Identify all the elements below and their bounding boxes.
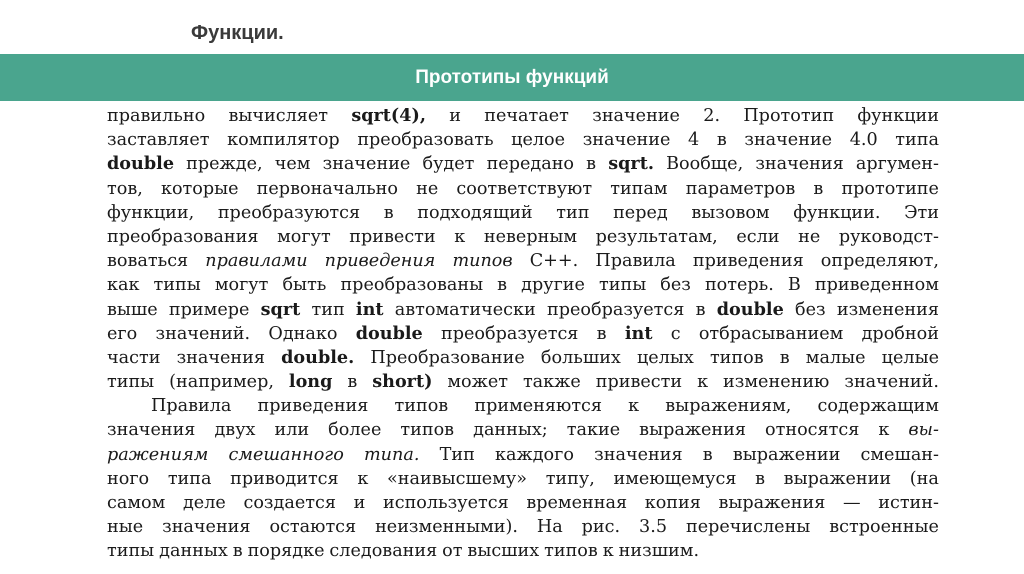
word: если	[736, 226, 780, 247]
word: выражения	[639, 420, 746, 441]
word: чем	[274, 154, 311, 175]
word: sqrt.	[608, 153, 654, 175]
word: тип	[556, 202, 590, 223]
word: типам	[610, 178, 668, 199]
text-line	[107, 104, 939, 128]
word: к	[357, 468, 369, 489]
word: функции,	[107, 202, 195, 223]
word: или	[274, 420, 310, 441]
word: с	[670, 323, 681, 344]
word: На	[536, 517, 563, 538]
word: выражении	[783, 468, 892, 489]
word: short)	[372, 371, 433, 393]
word: Правила	[151, 396, 232, 417]
word: типы	[107, 372, 155, 393]
word: высших	[467, 541, 540, 562]
word: приведения	[257, 396, 369, 417]
word: Преобразование	[370, 347, 525, 368]
word: и	[353, 493, 366, 513]
word: аргумен-	[855, 154, 939, 175]
text-line	[107, 249, 939, 273]
text-line	[107, 443, 939, 467]
word: правилами	[205, 251, 308, 272]
word: типов	[400, 420, 455, 441]
word: результатам,	[595, 226, 718, 247]
word: к	[454, 226, 466, 247]
word: типы	[153, 275, 201, 296]
word: не	[416, 178, 439, 199]
word: к	[602, 541, 614, 562]
body-text	[107, 104, 939, 564]
word: приведения	[692, 251, 804, 272]
word: C++.	[529, 251, 579, 272]
word: передано	[486, 154, 575, 175]
word: истин-	[878, 493, 939, 513]
word: В	[787, 275, 801, 296]
word: относятся	[765, 420, 860, 441]
word: прототипе	[841, 178, 939, 199]
word: преобразовать	[357, 130, 494, 151]
word: изменению	[723, 372, 830, 393]
word: к	[878, 420, 890, 441]
word: значения	[107, 420, 196, 441]
word: руководст-	[838, 226, 939, 247]
word: 4.0	[849, 130, 878, 151]
word: применяются	[474, 396, 602, 417]
text-line	[107, 418, 939, 442]
word: и	[449, 106, 461, 126]
word: преобразования	[107, 226, 259, 247]
word: (на	[909, 468, 939, 489]
text-line	[107, 298, 939, 322]
word: данных;	[473, 420, 548, 441]
word: тов,	[107, 178, 143, 199]
word: выражении	[732, 444, 841, 465]
word: также	[522, 372, 581, 393]
word: к	[628, 396, 640, 417]
word: которые	[160, 178, 239, 199]
word: двух	[214, 420, 256, 441]
word: выражения	[718, 493, 826, 513]
word: может	[447, 372, 508, 393]
word: sqrt	[260, 298, 301, 320]
word: sqrt(4),	[351, 105, 426, 126]
word: без	[795, 299, 826, 320]
text-line	[107, 322, 939, 346]
text-line	[107, 201, 939, 225]
word: в	[383, 202, 394, 223]
word: дробной	[861, 323, 939, 344]
word: 4	[688, 130, 700, 151]
word: значения	[162, 517, 251, 538]
word: создается	[243, 493, 336, 513]
word: преобразуются	[217, 202, 361, 223]
word: перед	[613, 202, 668, 223]
text-line	[107, 491, 939, 515]
word: более	[328, 420, 382, 441]
word: примере	[168, 299, 250, 320]
word: части	[107, 347, 161, 368]
word: ного	[107, 468, 150, 489]
word: 2.	[703, 106, 721, 126]
word: первоначально	[256, 178, 398, 199]
word: 3.5	[639, 517, 668, 538]
title-bar	[0, 54, 1024, 101]
word: типов	[544, 541, 598, 562]
word: привести	[349, 226, 436, 247]
word: печатает	[484, 106, 569, 126]
word: функции.	[793, 202, 881, 223]
word: double.	[281, 346, 355, 368]
word: будет	[422, 154, 475, 175]
word: типу,	[545, 468, 595, 489]
word: типы	[599, 275, 647, 296]
word: значения	[755, 154, 844, 175]
word: компилятор	[227, 130, 340, 151]
word: в	[702, 444, 713, 465]
word: в	[596, 323, 607, 344]
word: порядке	[247, 541, 325, 562]
word: соответствуют	[456, 178, 593, 199]
word: малые	[805, 347, 866, 368]
word: типов	[452, 251, 513, 272]
text-line	[107, 225, 939, 249]
word: неверным	[483, 226, 578, 247]
word: double	[355, 322, 423, 344]
word: его	[107, 323, 138, 344]
word: правильно	[107, 106, 206, 126]
word: типа	[895, 130, 939, 151]
word: к	[697, 372, 709, 393]
word: типы	[107, 541, 155, 562]
word: без	[660, 275, 691, 296]
word: целые	[881, 347, 939, 368]
word: тип	[311, 299, 345, 320]
word: вы-	[908, 420, 939, 441]
text-line	[107, 539, 939, 563]
text-line	[107, 467, 939, 491]
word: содержащим	[817, 396, 939, 417]
word: значение	[322, 154, 411, 175]
word: рис.	[581, 517, 621, 538]
word: изменения	[836, 299, 939, 320]
word: значение	[744, 130, 833, 151]
word: перечислены	[685, 517, 811, 538]
word: каждого	[495, 444, 574, 465]
word: значение	[592, 106, 680, 126]
word: значения	[176, 347, 265, 368]
word: в	[755, 468, 765, 489]
word: привести	[595, 372, 683, 393]
word: вызовом	[691, 202, 770, 223]
word: целое	[511, 130, 566, 151]
word: Вообще,	[666, 154, 744, 175]
word: —	[842, 493, 861, 513]
section-title: Прототипы функций	[415, 66, 609, 88]
slide-title: Функции.	[191, 22, 284, 44]
text-line	[107, 177, 939, 201]
word: определяют,	[820, 251, 939, 272]
word: в	[779, 347, 790, 368]
word: приведения	[324, 251, 436, 272]
word: такие	[566, 420, 621, 441]
word: ные	[107, 517, 144, 538]
word: в	[813, 178, 824, 199]
word: значений.	[844, 372, 939, 393]
word: «наивысшему»	[386, 468, 528, 489]
word: значение	[582, 130, 671, 151]
word: неизменными).	[375, 517, 518, 538]
word: значений.	[155, 323, 251, 344]
word: Тип	[439, 444, 475, 465]
word: могут	[277, 226, 331, 247]
word: в	[586, 154, 597, 175]
word: заставляет	[107, 130, 210, 151]
word: Правила	[595, 251, 676, 272]
text-line	[107, 394, 939, 418]
word: в	[695, 299, 706, 320]
word: быть	[282, 275, 327, 296]
word: в	[497, 275, 508, 296]
word: прежде,	[186, 154, 263, 175]
word: целых	[636, 347, 694, 368]
word: типа.	[364, 444, 420, 465]
word: в	[232, 541, 243, 562]
word: Прототип	[743, 106, 835, 126]
word: остаются	[269, 517, 357, 538]
word: вычисляет	[228, 106, 329, 126]
text-line	[107, 370, 939, 394]
word: типов	[394, 396, 449, 417]
word: как	[107, 275, 140, 296]
word: временная	[526, 493, 628, 513]
word: int	[355, 298, 384, 320]
word: значения	[594, 444, 683, 465]
word: автоматически	[394, 299, 536, 320]
word: в	[347, 372, 358, 393]
word: самом	[107, 493, 166, 513]
word: данных	[159, 541, 228, 562]
word: следования	[329, 541, 438, 562]
word: (например,	[169, 372, 274, 393]
word: long	[288, 371, 333, 393]
word: double	[107, 153, 175, 175]
word: используется	[382, 493, 509, 513]
word: не	[798, 226, 821, 247]
word: больших	[540, 347, 621, 368]
word: имеющемуся	[613, 468, 737, 489]
word: отбрасыванием	[698, 323, 844, 344]
word: типов	[709, 347, 764, 368]
word: функции	[857, 106, 939, 126]
word: выше	[107, 299, 158, 320]
word: Однако	[268, 323, 338, 344]
word: приводится	[230, 468, 339, 489]
word: копия	[644, 493, 701, 513]
word: низшим.	[618, 541, 700, 562]
word: преобразованы	[340, 275, 484, 296]
word: преобразуется	[441, 323, 579, 344]
word: другие	[521, 275, 585, 296]
word: смешан-	[860, 444, 939, 465]
text-line	[107, 346, 939, 370]
word: Эти	[904, 202, 939, 223]
word: подходящий	[417, 202, 533, 223]
text-line	[107, 515, 939, 539]
word: встроенные	[829, 517, 939, 538]
word: в	[716, 130, 727, 151]
word: приведенном	[814, 275, 939, 296]
word: могут	[214, 275, 269, 296]
word: double	[716, 298, 784, 320]
word: воваться	[107, 251, 189, 272]
word: смешанного	[228, 444, 344, 465]
word: типа	[167, 468, 212, 489]
word: int	[624, 322, 653, 344]
word: параметров	[685, 178, 796, 199]
text-line	[107, 128, 939, 152]
word: ражениям	[107, 444, 209, 465]
word: преобразуется	[546, 299, 685, 320]
word: от	[442, 541, 463, 562]
word: потерь.	[704, 275, 774, 296]
text-line	[107, 152, 939, 176]
text-line	[107, 273, 939, 297]
word: деле	[182, 493, 226, 513]
word: выражениям,	[665, 396, 792, 417]
